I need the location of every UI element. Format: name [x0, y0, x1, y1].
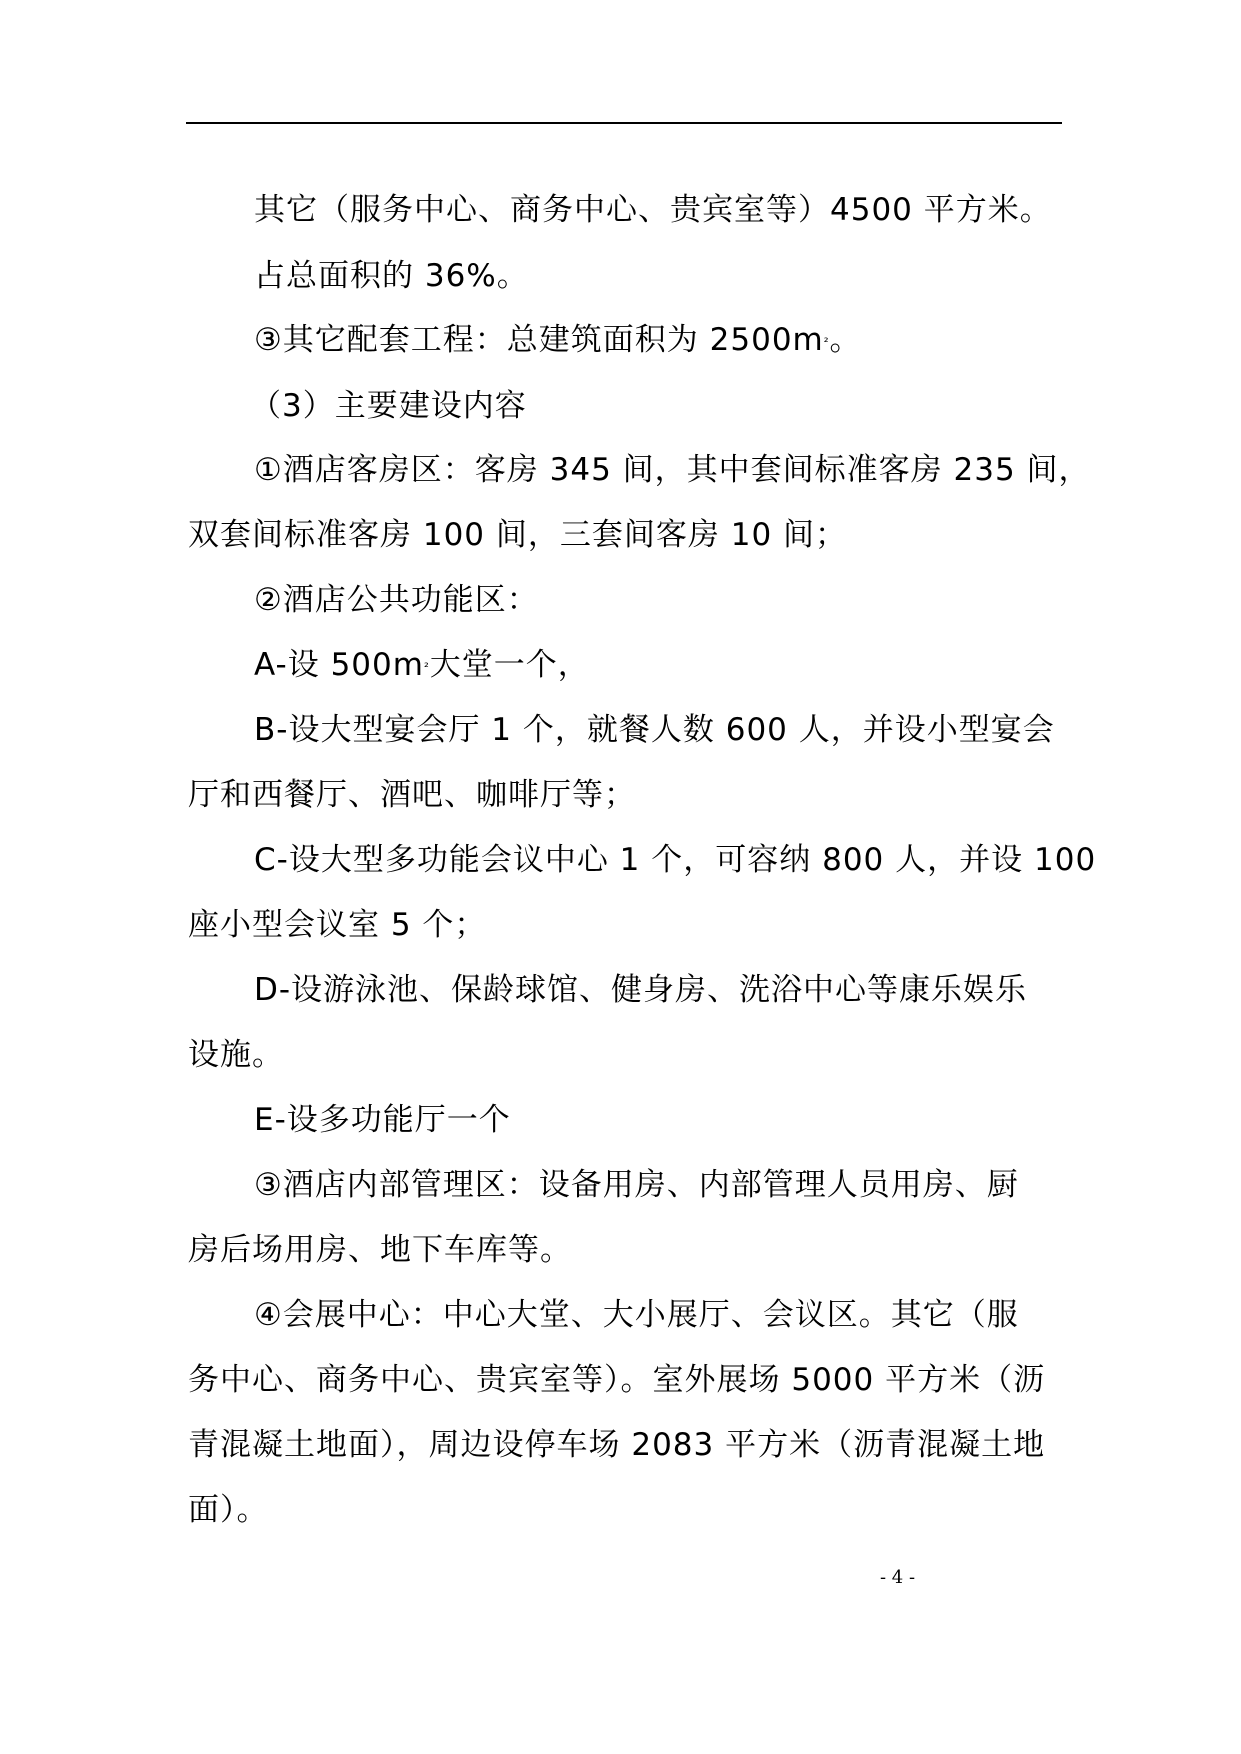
line-text: A-设 500m: [254, 647, 424, 683]
line-text: ③其它配套工程：总建筑面积为 2500m: [254, 322, 824, 358]
superscript: ²: [823, 335, 830, 349]
paragraph-line: C-设大型多功能会议中心 1 个，可容纳 800 人，并设 100: [254, 842, 1097, 878]
paragraph-line: 青混凝土地面），周边设停车场 2083 平方米（沥青混凝土地: [188, 1427, 1046, 1463]
paragraph-line: ①酒店客房区：客房 345 间，其中套间标准客房 235 间，: [254, 452, 1091, 488]
paragraph-line: E-设多功能厅一个: [254, 1102, 511, 1138]
line-text: 。: [829, 322, 862, 358]
paragraph-line: 房后场用房、地下车库等。: [188, 1232, 572, 1268]
line-text: 大堂一个，: [429, 647, 590, 683]
paragraph-line: 务中心、商务中心、贵宾室等）。室外展场 5000 平方米（沥: [188, 1362, 1046, 1398]
section-heading: （3）主要建设内容: [250, 388, 527, 424]
page-number: - 4 -: [880, 1567, 916, 1588]
paragraph-line: 占总面积的 36%。: [254, 258, 529, 294]
header-rule: [186, 122, 1062, 124]
paragraph-line: 座小型会议室 5 个；: [188, 907, 487, 943]
paragraph-line: 其它（服务中心、商务中心、贵宾室等）4500 平方米。: [254, 192, 1052, 228]
paragraph-line: ④会展中心：中心大堂、大小展厅、会议区。其它（服: [254, 1297, 1019, 1333]
paragraph-line: B-设大型宴会厅 1 个，就餐人数 600 人，并设小型宴会: [254, 712, 1055, 748]
paragraph-line: 双套间标准客房 100 间，三套间客房 10 间；: [188, 517, 848, 553]
paragraph-line: ②酒店公共功能区：: [254, 582, 539, 618]
paragraph-line: [254, 320, 862, 360]
paragraph-line: D-设游泳池、保龄球馆、健身房、洗浴中心等康乐娱乐: [254, 972, 1028, 1008]
paragraph-line: 设施。: [188, 1037, 284, 1073]
paragraph-line: 面）。: [188, 1492, 269, 1528]
superscript: ²: [423, 660, 430, 674]
paragraph-line: [254, 645, 590, 685]
paragraph-line: ③酒店内部管理区：设备用房、内部管理人员用房、厨: [254, 1167, 1019, 1203]
paragraph-line: 厅和西餐厅、酒吧、咖啡厅等；: [188, 777, 636, 813]
